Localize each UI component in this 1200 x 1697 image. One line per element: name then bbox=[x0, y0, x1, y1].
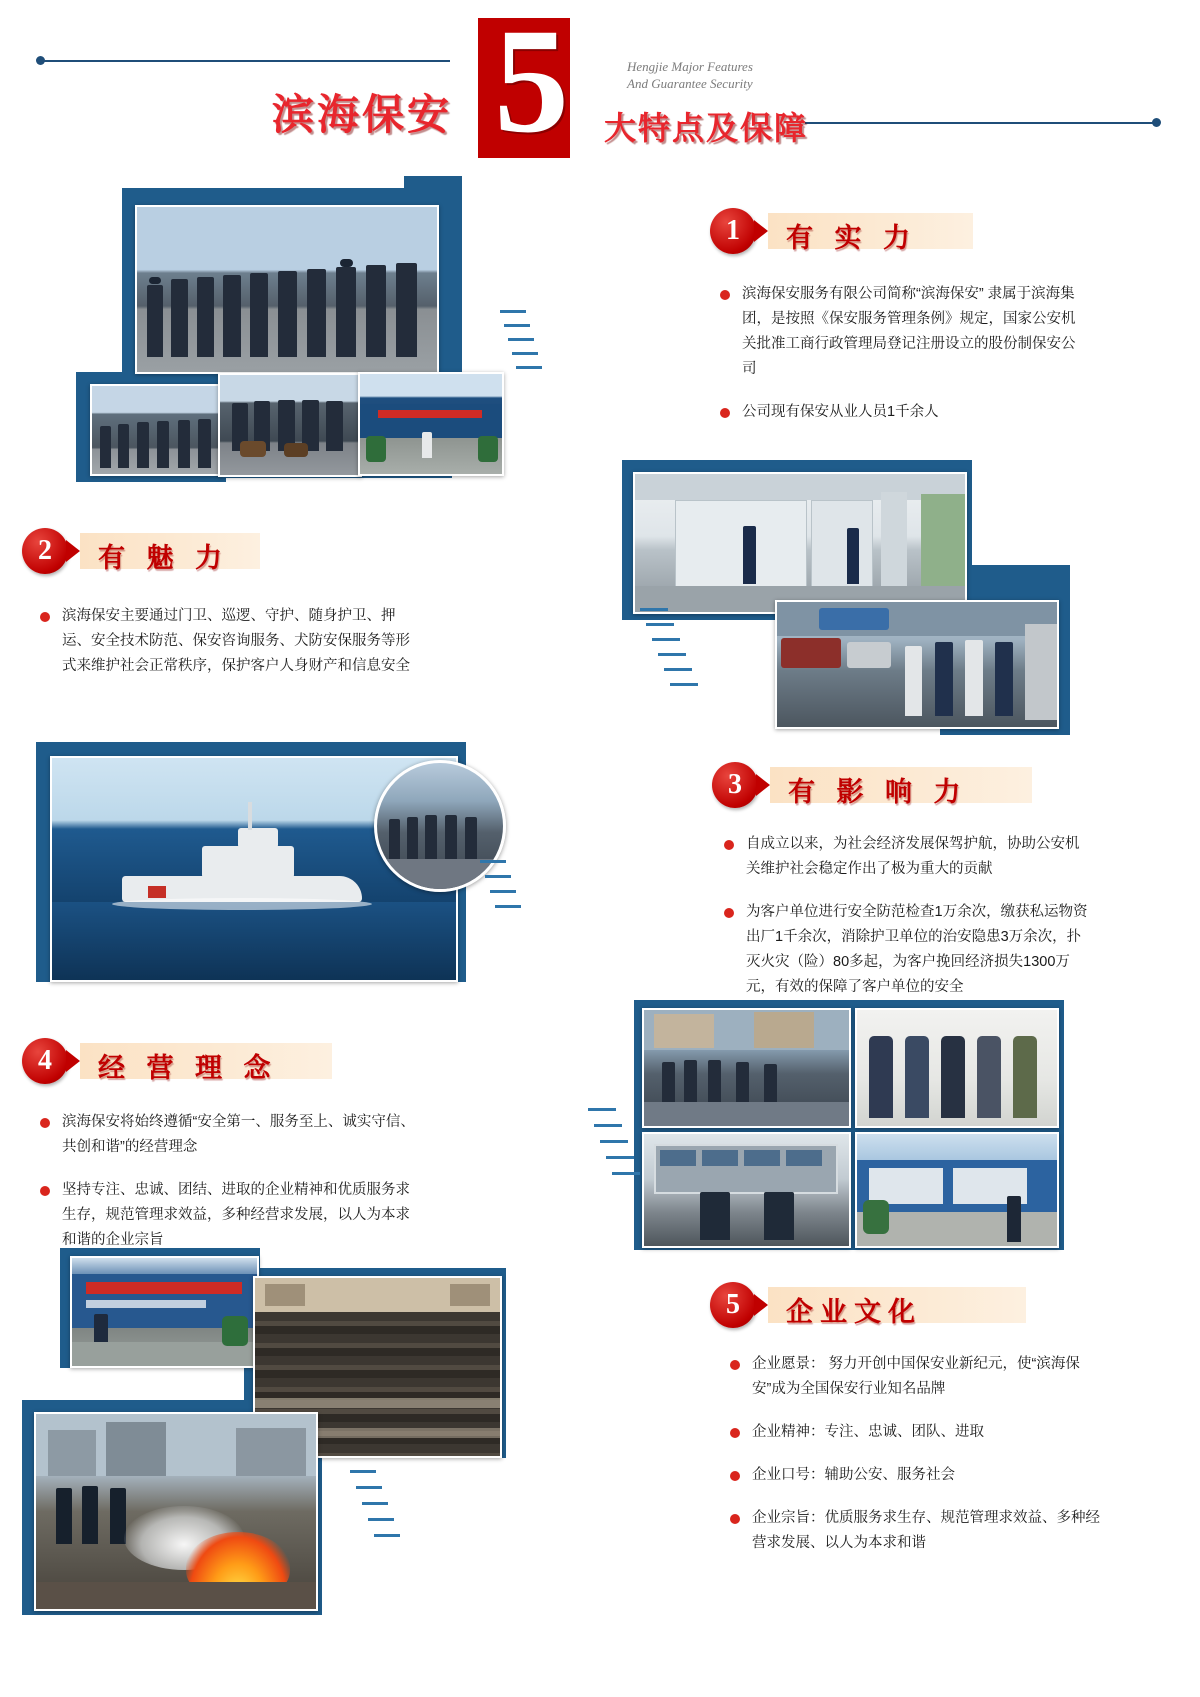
section-bullets-2 bbox=[38, 604, 418, 697]
section-arrow-1 bbox=[754, 220, 768, 242]
section-label-5: 企业文化 bbox=[786, 1297, 922, 1327]
ship-superstructure bbox=[202, 846, 294, 878]
header-english-line2: And Guarantee Security bbox=[627, 76, 753, 91]
section-heading-2 bbox=[22, 528, 252, 574]
photo-lobby-guard bbox=[633, 472, 967, 614]
section-number-4: 4 bbox=[22, 1038, 68, 1084]
photo-training-ground bbox=[642, 1008, 851, 1128]
bullet-item: 滨海保安主要通过门卫、巡逻、守护、随身护卫、押运、安全技术防范、保安咨询服务、犬防安保服务等形式来维护社会正常秩序，保护客户人身财产和信息安全 bbox=[38, 604, 418, 679]
section-number-2: 2 bbox=[22, 528, 68, 574]
bullet-item: 自成立以来，为社会经济发展保驾护航，协助公安机关维护社会稳定作出了极为重大的贡献 bbox=[722, 832, 1092, 882]
bullet-item: 企业口号：辅助公安、服务社会 bbox=[728, 1463, 1108, 1488]
header-dot-right bbox=[1152, 118, 1161, 127]
page-header bbox=[0, 0, 1200, 175]
bullet-item: 滨海保安服务有限公司简称“滨海保安” 隶属于滨海集团，是按照《保安服务管理条例》规定，国家公安机关批准工商行政管理局登记注册设立的股份制保安公司 bbox=[718, 282, 1088, 382]
bullet-item: 滨海保安将始终遵循“安全第一、服务至上、诚实守信、共创和谐”的经营理念 bbox=[38, 1110, 418, 1160]
section-heading-3 bbox=[712, 762, 1012, 808]
section-arrow-5 bbox=[754, 1294, 768, 1316]
photo-fire-drill bbox=[34, 1412, 318, 1611]
section-label-2: 有 魅 力 bbox=[98, 543, 230, 573]
section-label-1: 有 实 力 bbox=[786, 223, 918, 253]
section-heading-4 bbox=[22, 1038, 312, 1084]
photo-ceremony bbox=[70, 1256, 259, 1368]
section-arrow-2 bbox=[66, 540, 80, 562]
photo-gate-guard bbox=[775, 600, 1059, 729]
section-bullets-4 bbox=[38, 1110, 418, 1271]
section-number-5: 5 bbox=[710, 1282, 756, 1328]
header-title-left: 滨海保安 bbox=[272, 91, 453, 138]
section-label-3: 有 影 响 力 bbox=[788, 777, 968, 807]
photo-expo-booth bbox=[855, 1132, 1059, 1248]
photo-training-oval bbox=[374, 760, 506, 892]
header-rule-right bbox=[805, 122, 1160, 124]
header-english-line1: Hengjie Major Features bbox=[627, 59, 753, 74]
section-label-4: 经 营 理 念 bbox=[98, 1053, 278, 1083]
section-heading-1 bbox=[710, 208, 960, 254]
bullet-item: 企业宗旨：优质服务求生存、规范管理求效益、多种经营求发展、以人为本求和谐 bbox=[728, 1506, 1108, 1556]
ship-bridge bbox=[238, 828, 278, 848]
section-arrow-4 bbox=[66, 1050, 80, 1072]
header-english-subtitle bbox=[627, 58, 753, 92]
section-bullets-5 bbox=[728, 1352, 1108, 1574]
bullet-item: 坚持专注、忠诚、团结、进取的企业精神和优质服务求生存，规范管理求效益，多种经营求发展，以人为本求和谐的企业宗旨 bbox=[38, 1178, 418, 1253]
bullet-item: 企业精神：专注、忠诚、团队、进取 bbox=[728, 1420, 1108, 1445]
section-arrow-3 bbox=[756, 774, 770, 796]
header-big-number: 5 bbox=[494, 0, 565, 164]
photo-uniform-row bbox=[855, 1008, 1059, 1128]
photo-parade-main bbox=[135, 205, 439, 374]
section-number-3: 3 bbox=[712, 762, 758, 808]
photo-parade-small bbox=[90, 384, 222, 476]
photo-monitor-room bbox=[642, 1132, 851, 1248]
section-number-1: 1 bbox=[710, 208, 756, 254]
header-title-right: 大特点及保障 bbox=[604, 110, 809, 146]
photo-dog-unit bbox=[218, 373, 362, 477]
bullet-item: 公司现有保安从业人员1千余人 bbox=[718, 400, 1088, 425]
section-bullets-1 bbox=[718, 282, 1088, 443]
section-heading-5 bbox=[710, 1282, 1000, 1328]
bullet-item: 企业愿景： 努力开创中国保安业新纪元，使“滨海保安”成为全国保安行业知名品牌 bbox=[728, 1352, 1108, 1402]
photo-stage-event bbox=[358, 372, 504, 476]
header-rule-left bbox=[40, 60, 450, 62]
section-bullets-3 bbox=[722, 832, 1092, 1018]
bullet-item: 为客户单位进行安全防范检查1万余次，缴获私运物资出厂1千余次，消除护卫单位的治安隐患3万余次，扑灭火灾（险）80多起，为客户挽回经济损失1300万元，有效的保障了客户单位的安全 bbox=[722, 900, 1092, 1000]
